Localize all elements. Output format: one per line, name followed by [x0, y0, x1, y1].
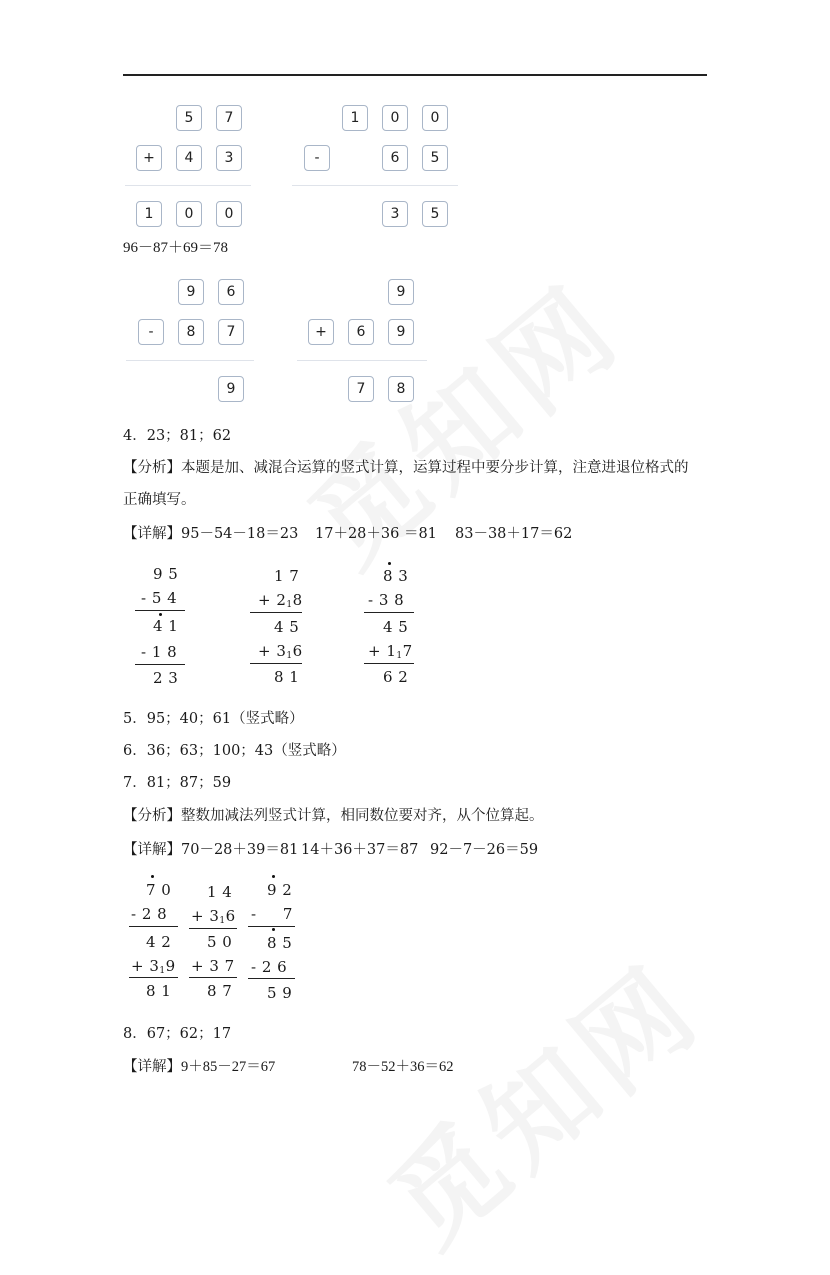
operator-box: +: [136, 145, 162, 171]
borrow-dot: [151, 875, 154, 878]
calc-row: 9 5: [153, 565, 179, 583]
detail-tag: 【详解】: [123, 1059, 181, 1075]
detail-eq: 9＋85－27＝67: [181, 1059, 276, 1075]
calc-row: - 2 6: [251, 958, 288, 976]
digit-box: 0: [382, 105, 408, 131]
calc-row: 9 2: [267, 881, 293, 899]
q6-line: 6．36；63；100；43（竖式略）: [123, 743, 346, 759]
borrow-dot: [159, 613, 162, 616]
digit-box: 3: [216, 145, 242, 171]
header-rule: [123, 74, 707, 76]
calc-line: [135, 664, 185, 665]
digit-box: 5: [422, 145, 448, 171]
digit-box: 9: [218, 376, 244, 402]
calc-line: [189, 928, 237, 929]
q7-analysis: [123, 804, 544, 825]
calc-row: 5 9: [267, 984, 293, 1002]
digit-box: 5: [176, 105, 202, 131]
calc-row: 5 0: [207, 933, 233, 951]
borrow-dot: [388, 562, 391, 565]
calc-row: - 1 8: [141, 643, 178, 661]
calc-row: + $2_18$: [258, 591, 303, 610]
borrow-dot: [272, 928, 275, 931]
detail-eq: 70－28＋39＝81: [181, 842, 299, 858]
calc-row: - 5 4: [141, 589, 178, 607]
sum-line: [297, 360, 427, 361]
calc-row: 7 0: [146, 881, 172, 899]
calc-row: + $3_19$: [131, 957, 176, 976]
calc-line: [189, 977, 237, 978]
sum-line: [292, 185, 458, 186]
carry-mark: 1: [286, 600, 293, 610]
calc-line: [248, 926, 295, 927]
watermark: [351, 923, 728, 1275]
calc-row: + $3_16$: [191, 907, 236, 926]
calc-row: 8 1: [146, 982, 172, 1000]
calc-row: 8 3: [383, 567, 409, 585]
digit-box: 1: [342, 105, 368, 131]
calc-line: [135, 610, 185, 611]
calc-row: 2 3: [153, 669, 179, 687]
calc-row: 8 1: [274, 668, 300, 686]
q8-heading: 8．67；62；17: [123, 1026, 232, 1042]
calc-line: [250, 612, 302, 613]
calc-line: [364, 612, 414, 613]
q4-analysis-cont: 正确填写。: [123, 492, 196, 508]
detail-eq: 17＋28＋36 ＝81: [315, 526, 437, 542]
calc-line: [129, 977, 178, 978]
q4-analysis: [123, 456, 689, 477]
calc-row: - 2 8: [131, 905, 168, 923]
digit-box: 6: [382, 145, 408, 171]
operator-box: -: [138, 319, 164, 345]
calc-line: [250, 663, 302, 664]
digit-box: 0: [176, 201, 202, 227]
analysis-tag: 【分析】: [123, 460, 181, 476]
calc-row: 8 5: [267, 934, 293, 952]
equation-line: 96－87＋69＝78: [123, 240, 229, 256]
digit-box: 9: [178, 279, 204, 305]
q5-line: 5．95；40；61（竖式略）: [123, 711, 304, 727]
digit-box: 1: [136, 201, 162, 227]
detail-eq: 95－54－18＝23: [181, 526, 299, 542]
q4-heading: 4．23；81；62: [123, 428, 232, 444]
digit-box: 8: [178, 319, 204, 345]
digit-box: 7: [348, 376, 374, 402]
calc-row: + $3_16$: [258, 642, 303, 661]
q8-detail: [123, 1055, 275, 1076]
digit-box: 4: [176, 145, 202, 171]
carry-mark: 1: [219, 916, 226, 926]
digit-box: 0: [422, 105, 448, 131]
borrow-dot: [272, 875, 275, 878]
carry-mark: 1: [396, 651, 403, 661]
sum-line: [126, 360, 254, 361]
digit-box: 3: [382, 201, 408, 227]
carry-mark: 1: [286, 651, 293, 661]
calc-row: 1 4: [207, 883, 233, 901]
detail-tag: 【详解】: [123, 842, 181, 858]
calc-row: 4 5: [274, 618, 300, 636]
calc-row: 6 2: [383, 668, 409, 686]
calc-row: 4 2: [146, 933, 172, 951]
analysis-tag: 【分析】: [123, 808, 181, 824]
calc-row: 1 7: [274, 567, 300, 585]
digit-box: 6: [218, 279, 244, 305]
calc-row: - 3 8: [368, 591, 405, 609]
digit-box: 9: [388, 279, 414, 305]
calc-row: 4 5: [383, 618, 409, 636]
digit-box: 0: [216, 201, 242, 227]
digit-box: 5: [422, 201, 448, 227]
calc-line: [129, 926, 178, 927]
q7-heading: 7．81；87；59: [123, 775, 232, 791]
calc-row: 4 1: [153, 617, 179, 635]
digit-box: 6: [348, 319, 374, 345]
q7-detail: [123, 838, 298, 859]
calc-row: + $1_17$: [368, 642, 413, 661]
analysis-text: 整数加减法列竖式计算，相同数位要对齐，从个位算起。: [181, 808, 544, 824]
analysis-text: 本题是加、减混合运算的竖式计算，运算过程中要分步计算，注意进退位格式的: [181, 460, 689, 476]
operator-box: +: [308, 319, 334, 345]
calc-row: - 7: [251, 905, 293, 923]
digit-box: 7: [216, 105, 242, 131]
digit-box: 7: [218, 319, 244, 345]
carry-mark: 1: [159, 966, 166, 976]
detail-eq: 14＋36＋37＝87: [301, 842, 419, 858]
operator-box: -: [304, 145, 330, 171]
calc-row: + 3 7: [191, 957, 235, 975]
sum-line: [125, 185, 251, 186]
detail-eq: 92－7－26＝59: [430, 842, 539, 858]
q4-detail: [123, 522, 298, 543]
detail-eq: 83－38＋17＝62: [455, 526, 573, 542]
calc-line: [248, 978, 295, 979]
calc-line: [364, 663, 414, 664]
digit-box: 9: [388, 319, 414, 345]
digit-box: 8: [388, 376, 414, 402]
calc-row: 8 7: [207, 982, 233, 1000]
detail-eq: 78－52＋36＝62: [352, 1059, 454, 1075]
detail-tag: 【详解】: [123, 526, 181, 542]
